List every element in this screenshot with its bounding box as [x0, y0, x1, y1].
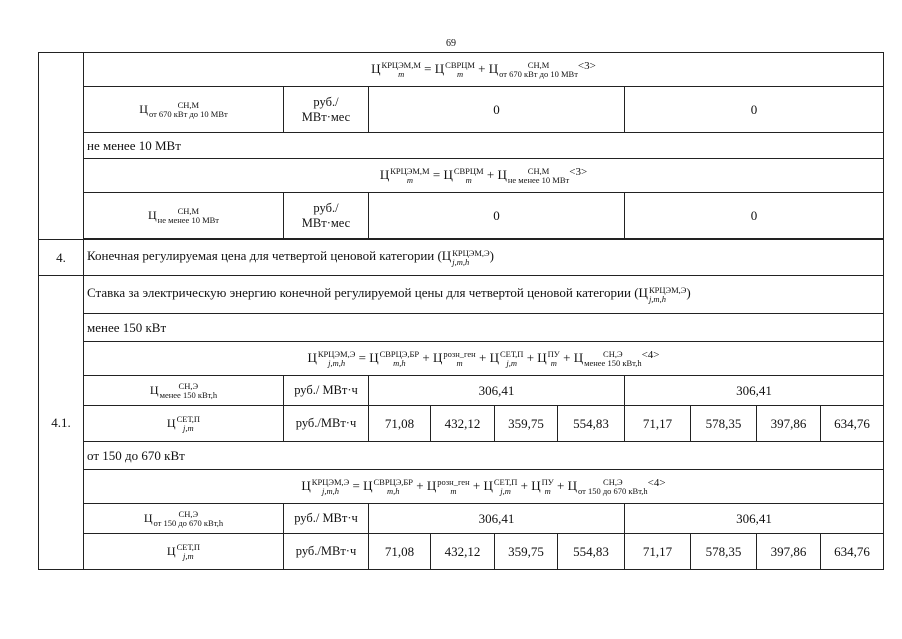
value-cell: 397,86: [757, 406, 821, 442]
formula-krcem-m-10mw: Ц КРЦЭМ,М m = Ц СВРЦМ m + Ц СН,М не менее 10 МВт $^{<3>}$: [84, 159, 884, 193]
table-row: [39, 376, 884, 406]
row-label: Ц СН,М не менее 10 МВт: [84, 193, 284, 239]
formula-krcem-e-150-670: Ц КРЦЭМ,Э j,m,h = Ц СВРЦЭ,БР m,h + Ц розн_ген m + Ц СЕТ,П j,m + Ц ПУ m + Ц СН,Э от 150 до 670 кВт,h $^{<4>}$: [84, 470, 884, 504]
tariff-table: [38, 52, 884, 570]
value-cell: 578,35: [691, 406, 757, 442]
subheading: не менее 10 МВт: [84, 133, 884, 159]
table-row: [39, 504, 884, 534]
value-cell: 634,76: [821, 406, 884, 442]
formula-krcem-m-670-10: Ц КРЦЭМ,М m = Ц СВРЦМ m + Ц СН,М от 670 кВт до 10 МВт $^{<3>}$: [84, 53, 884, 87]
value-cell: 0: [625, 193, 884, 239]
formula-row: [39, 470, 884, 504]
subheading: от 150 до 670 кВт: [84, 442, 884, 470]
item-number: 4.1.: [39, 276, 84, 570]
unit-cell: руб./ МВт·ч: [284, 504, 369, 534]
value-cell: 306,41: [369, 376, 625, 406]
item-row-4: [39, 240, 884, 276]
subheading: менее 150 кВт: [84, 314, 884, 342]
item-text: Конечная регулируемая цена для четвертой ценовой категории (Ц КРЦЭМ,Э j,m,h ): [84, 240, 884, 276]
subheading-row: [39, 442, 884, 470]
value-cell: 71,08: [369, 534, 431, 570]
formula-row: [39, 342, 884, 376]
table-row: [39, 534, 884, 570]
value-cell: 306,41: [369, 504, 625, 534]
value-cell: 359,75: [495, 406, 558, 442]
row-label: Ц СЕТ,П j,m: [84, 534, 284, 570]
item-row-4-1: [39, 276, 884, 314]
value-cell: 71,17: [625, 406, 691, 442]
row-label: Ц СЕТ,П j,m: [84, 406, 284, 442]
value-cell: 432,12: [431, 406, 495, 442]
row-label: Ц СН,М от 670 кВт до 10 МВт: [84, 87, 284, 133]
value-cell: 71,08: [369, 406, 431, 442]
item-number: 4.: [39, 240, 84, 276]
value-cell: 306,41: [625, 504, 884, 534]
formula-row: [39, 159, 884, 193]
table-row: [39, 193, 884, 239]
item-text: Ставка за электрическую энергию конечной регулируемой цены для четвертой ценовой категории (Ц КРЦЭМ,Э j,m,h ): [84, 276, 884, 314]
unit-cell: руб./МВт·ч: [284, 406, 369, 442]
row-label: Ц СН,Э от 150 до 670 кВт,h: [84, 504, 284, 534]
value-cell: 0: [625, 87, 884, 133]
subheading-row: [39, 133, 884, 159]
unit-cell: руб./ МВт·мес: [284, 87, 369, 133]
value-cell: 578,35: [691, 534, 757, 570]
value-cell: 0: [369, 87, 625, 133]
value-cell: 554,83: [558, 406, 625, 442]
row-label: Ц СН,Э менее 150 кВт,h: [84, 376, 284, 406]
formula-krcem-e-150: Ц КРЦЭМ,Э j,m,h = Ц СВРЦЭ,БР m,h + Ц розн_ген m + Ц СЕТ,П j,m + Ц ПУ m + Ц СН,Э менее 150 кВт,h $^{<4>}$: [84, 342, 884, 376]
value-cell: 71,17: [625, 534, 691, 570]
value-cell: 397,86: [757, 534, 821, 570]
number-cell-empty: [39, 53, 84, 240]
table-row: [39, 406, 884, 442]
page-number: 69: [446, 38, 456, 49]
unit-cell: руб./ МВт·ч: [284, 376, 369, 406]
value-cell: 306,41: [625, 376, 884, 406]
table-row: [39, 87, 884, 133]
unit-cell: руб./МВт·ч: [284, 534, 369, 570]
value-cell: 554,83: [558, 534, 625, 570]
value-cell: 359,75: [495, 534, 558, 570]
subheading-row: [39, 314, 884, 342]
value-cell: 432,12: [431, 534, 495, 570]
value-cell: 634,76: [821, 534, 884, 570]
formula-row: [39, 53, 884, 87]
value-cell: 0: [369, 193, 625, 239]
unit-cell: руб./ МВт·мес: [284, 193, 369, 239]
